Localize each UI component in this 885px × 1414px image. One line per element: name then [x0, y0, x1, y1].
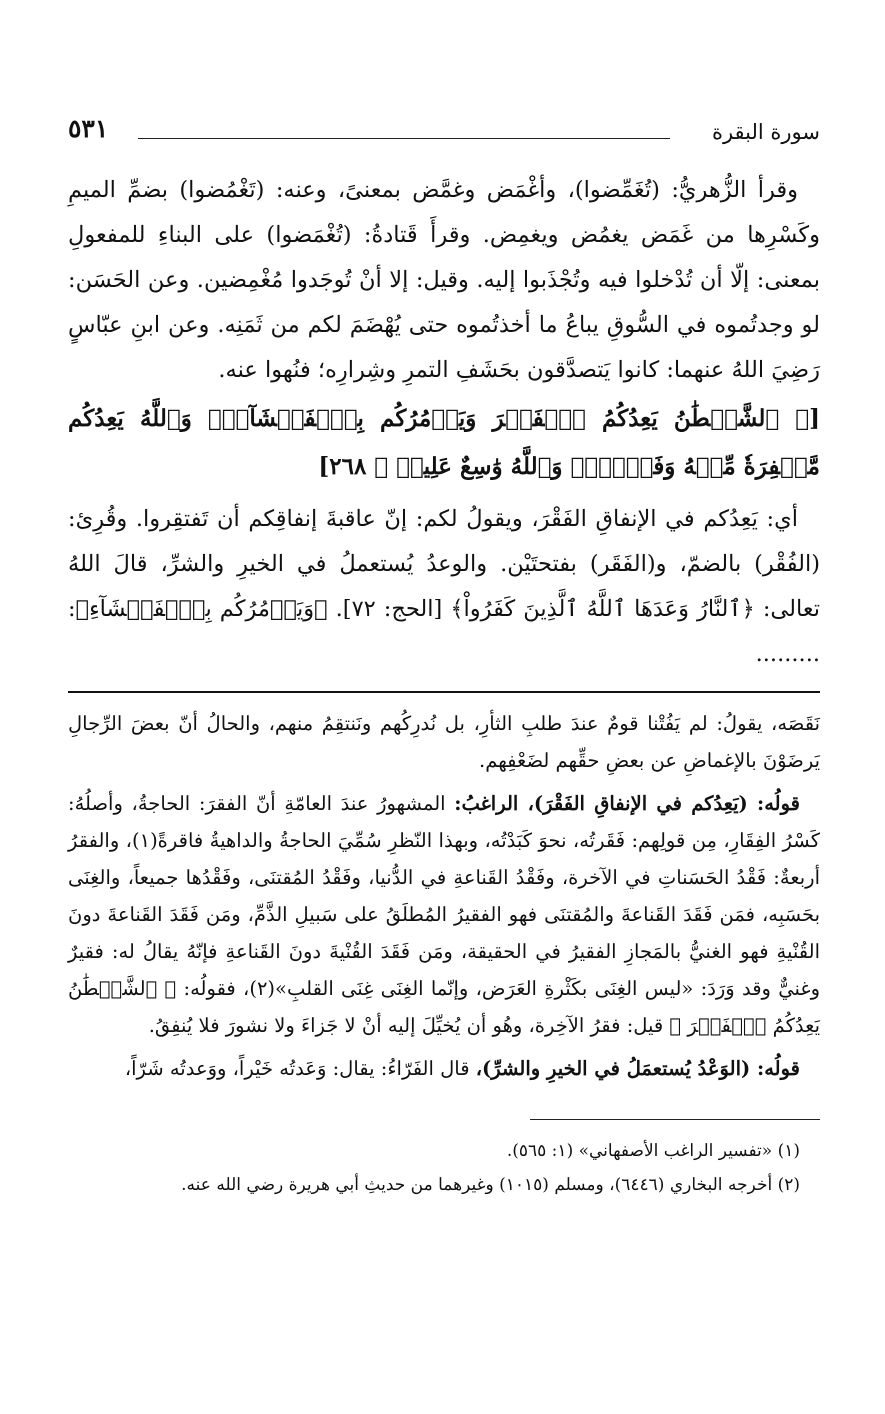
- page: [68, 112, 820, 1202]
- header-rule: [138, 138, 670, 139]
- commentary-paragraph-1: نَقَصَه، يقولُ: لم يَفُتْنا قومٌ عندَ طلبِ الثأرِ، بل نُدرِكُهم ونَنتقِمُ منهم، والحالُ أنّ بعضَ الرِّجالِ يَرضَوْنَ بالإغماضِ عن بعضِ حقِّهم لضَعْفِهم.: [68, 712, 820, 772]
- main-paragraph-2: أي: يَعِدُكم في الإنفاقِ الفَقْرَ، ويقولُ لكم: إنّ عاقبةَ إنفاقِكم أن تَفتقِروا. وقُرِئ: (الفُقْر) بالضمّ، و(الفَقَر) بفتحتَيْن. والوعدُ يُستعملُ في الخيرِ والشرِّ، قالَ اللهُ تعالى: ﴿ٱلنَّارُ وَعَدَهَا ٱللَّهُ ٱلَّذِينَ كَفَرُواْ﴾ [الحج: ٧٢]. ﴿وَيَأۡمُرُكُم بِٱلۡفَحۡشَآءِ﴾: .........: [68, 506, 820, 667]
- commentary-paragraph-2: [68, 785, 820, 1044]
- commentary-lemma-1: قولُه: (يَعِدُكم في الإنفاقِ الفَقْرَ)، الراغبُ:: [454, 792, 800, 815]
- page-number: ٥٣١: [68, 114, 109, 143]
- section-divider: [68, 691, 820, 693]
- footnote-rule: [530, 1119, 820, 1120]
- surah-title: سورة البقرة: [711, 120, 820, 144]
- footnote-1: (١) «تفسير الراغب الأصفهاني» (١: ٥٦٥).: [506, 1141, 800, 1161]
- commentary-body-2: قال الفَرّاءُ: يقال: وَعَدتُه خَيْراً، ووَعدتُه شَرّاً،: [124, 1057, 476, 1080]
- quran-verse: [﴿ ٱلشَّيۡطَٰنُ يَعِدُكُمُ ٱلۡفَقۡرَ وَيَأۡمُرُكُم بِٱلۡفَحۡشَآءِۖ وَٱللَّهُ يَعِدُكُم مَّغۡفِرَةٗ مِّنۡهُ وَفَضۡلٗاۗ وَٱللَّهُ وَٰسِعٌ عَلِيمٞ ﴾ ٢٦٨]: [68, 405, 820, 480]
- commentary-text: [68, 705, 820, 1087]
- commentary-paragraph-3: [68, 1050, 820, 1087]
- main-paragraph-1: وقرأ الزُّهريُّ: (تُغَمِّضوا)، وأغْمَض وغمَّض بمعنىً، وعنه: (تَغْمُضوا) بضمِّ الميمِ وكَسْرِها من غَمَض يغمُض ويغمِض. وقرأَ قَتادةُ: (تُغْمَضوا) على البناءِ للمفعولِ بمعنى: إلّا أن تُدْخلوا فيه وتُجْذَبوا إليه. وقيل: إلا أنْ تُوجَدوا مُغْمِضين. وعن الحَسَن: لو وجدتُموه في السُّوقِ يباعُ ما أخذتُموه حتى يُهْضَمَ لكم من ثَمَنِه. وعن ابنِ عبّاسٍ رَضِيَ اللهُ عنهما: كانوا يَتصدَّقون بحَشَفِ التمرِ وشِرارِه؛ فنُهوا عنه.: [68, 177, 820, 383]
- commentary-body-1: المشهورُ عندَ العامّةِ أنّ الفقرَ: الحاجةُ، وأصلُهُ: كَسْرُ الفِقَارِ، مِن قولِهم: فَقَرتُه، نحوَ كَبَدْتُه، وبهذا النّظرِ سُمِّيَ الحاجةُ والداهيةُ فاقرةً(١)، والفقرُ أربعةٌ: فَقْدُ الحَسَناتِ في الآخرة، وفَقْدُ القَناعةِ في الدُّنيا، وفَقْدُ المُقتنَى، وفَقْدُها جميعاً، والغِنَى بحَسَبِه، فمَن فَقَدَ القَناعةَ والمُقتنَى فهو الفقيرُ المُطلَقُ على سَبيلِ الذَّمِّ، ومَن فَقَدَ القَناعةَ دونَ القُنْيةِ فهو الغنيُّ بالمَجازِ الفقيرُ في الحقيقة، ومَن فَقَدَ القُنْيةَ دونَ القَناعةِ فإنّهُ يقالُ له: فقيرٌ وغنيٌّ وقد وَرَدَ: «ليس الغِنَى بكَثْرةِ العَرَض، وإنّما الغِنَى غِنَى القلبِ»(٢)، فقولُه: ﴿ ٱلشَّيۡطَٰنُ يَعِدُكُمُ ٱلۡفَقۡرَ ﴾ قيل: فقرُ الآخِرة، وهُو أن يُخيِّلَ إليه أنْ لا جَزاءَ ولا نشورَ فلا يُنفِقُ.: [68, 792, 820, 1037]
- commentary-lemma-2: قولُه: (الوَعْدُ يُستعمَلُ في الخيرِ والشرِّ)،: [475, 1057, 800, 1080]
- main-text: [68, 168, 820, 677]
- footnote-2: (٢) أخرجه البخاري (٦٤٤٦)، ومسلم (١٠١٥) وغيرهما من حديثِ أبي هريرة رضي الله عنه.: [181, 1175, 800, 1195]
- page-header: [68, 112, 820, 152]
- footnotes: [68, 1134, 820, 1202]
